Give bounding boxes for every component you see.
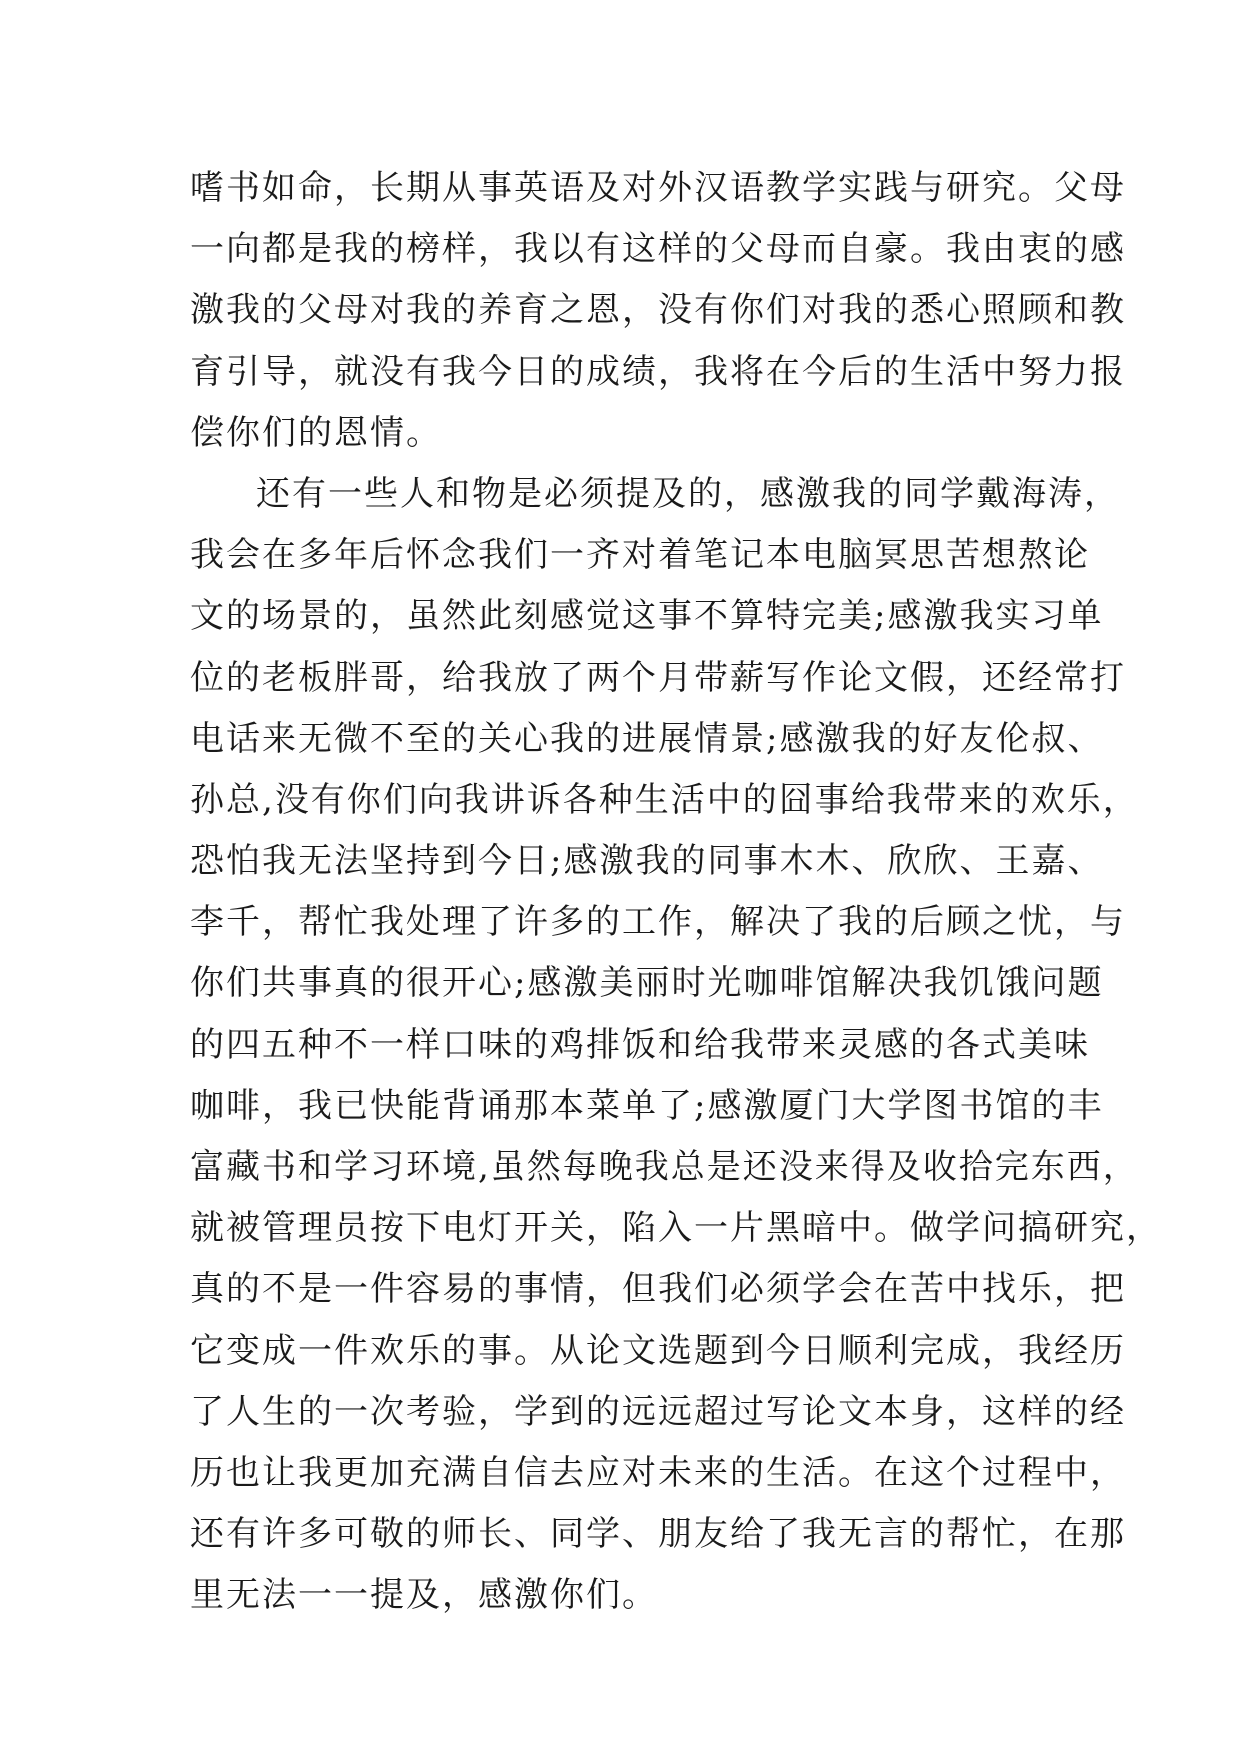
text-line: 富藏书和学习环境,虽然每晚我总是还没来得及收拾完东西， <box>190 1147 1139 1187</box>
text-line: 就被管理员按下电灯开关，陷入一片黑暗中。做学问搞研究， <box>190 1208 1162 1249</box>
text-line: 激我的父母对我的养育之恩，没有你们对我的悉心照顾和教 <box>190 290 1126 331</box>
text-line: 嗜书如命，长期从事英语及对外汉语教学实践与研究。父母 <box>190 168 1126 208</box>
text-line: 偿你们的恩情。 <box>190 412 442 453</box>
body-text <box>190 158 1162 1627</box>
text-line: 里无法一一提及，感激你们。 <box>190 1575 658 1616</box>
text-line: 还有许多可敬的师长、同学、朋友给了我无言的帮忙，在那 <box>190 1514 1126 1555</box>
text-line: 位的老板胖哥，给我放了两个月带薪写作论文假，还经常打 <box>190 657 1126 698</box>
paragraph-1 <box>190 158 1126 464</box>
text-line: 电话来无微不至的关心我的进展情景;感激我的好友伦叔、 <box>190 718 1104 759</box>
text-line: 李千，帮忙我处理了许多的工作，解决了我的后顾之忧，与 <box>190 902 1126 943</box>
text-line: 真的不是一件容易的事情，但我们必须学会在苦中找乐，把 <box>190 1269 1126 1310</box>
text-line: 了人生的一次考验，学到的远远超过写论文本身，这样的经 <box>190 1391 1126 1432</box>
text-line: 你们共事真的很开心;感激美丽时光咖啡馆解决我饥饿问题 <box>190 963 1104 1004</box>
paragraph-2 <box>190 464 1162 1627</box>
text-line: 育引导，就没有我今日的成绩，我将在今后的生活中努力报 <box>190 351 1126 392</box>
text-line: 历也让我更加充满自信去应对未来的生活。在这个过程中， <box>190 1452 1126 1493</box>
text-line: 我会在多年后怀念我们一齐对着笔记本电脑冥思苦想熬论 <box>190 535 1090 576</box>
text-line: 恐怕我无法坚持到今日;感激我的同事木木、欣欣、王嘉、 <box>190 841 1104 882</box>
text-line: 它变成一件欢乐的事。从论文选题到今日顺利完成，我经历 <box>190 1330 1126 1371</box>
text-line: 一向都是我的榜样，我以有这样的父母而自豪。我由衷的感 <box>190 229 1126 270</box>
text-line: 咖啡，我已快能背诵那本菜单了;感激厦门大学图书馆的丰 <box>190 1085 1104 1126</box>
text-line: 文的场景的，虽然此刻感觉这事不算特完美;感激我实习单 <box>190 596 1104 637</box>
text-line: 的四五种不一样口味的鸡排饭和给我带来灵感的各式美味 <box>190 1024 1090 1065</box>
text-line: 还有一些人和物是必须提及的，感激我的同学戴海涛， <box>256 473 1120 514</box>
text-line: 孙总,没有你们向我讲诉各种生活中的囧事给我带来的欢乐， <box>190 779 1139 820</box>
